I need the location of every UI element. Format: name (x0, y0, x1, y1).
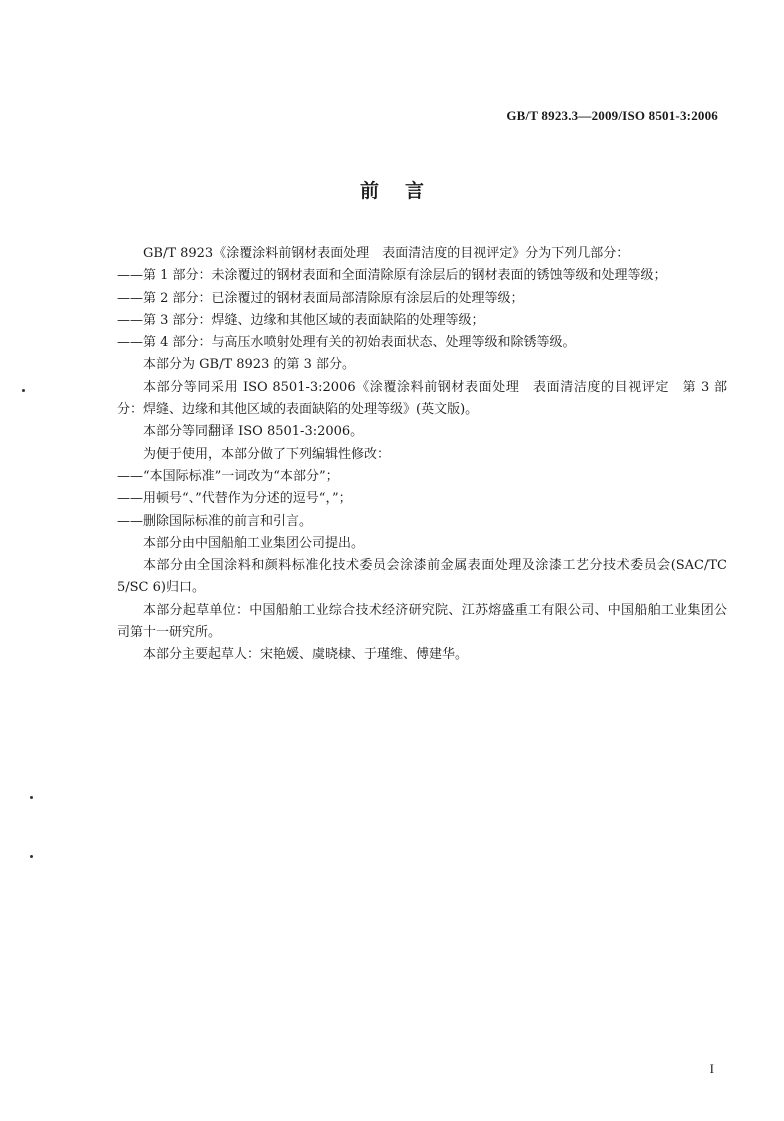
paragraph-translation: 本部分等同翻译 ISO 8501-3:2006。 (143, 424, 364, 440)
paragraph-part-statement: 本部分为 GB/T 8923 的第 3 部分。 (143, 357, 356, 373)
list-item-text: 删除国际标准的前言和引言。 (143, 513, 313, 529)
dash-lead: —— (117, 468, 143, 484)
list-item-part-4 (117, 332, 727, 354)
list-item-text: 用顿号“、”代替作为分述的逗号“，”； (143, 491, 352, 507)
list-item-edit-2 (117, 488, 727, 510)
paragraph-proposer: 本部分由中国船舶工业集团公司提出。 (143, 535, 365, 551)
dash-lead: —— (117, 513, 143, 529)
foreword-body (117, 243, 727, 667)
list-item-edit-3 (117, 511, 727, 533)
scan-speck (30, 796, 33, 799)
page-title: 前言 (359, 180, 450, 202)
scan-speck (30, 855, 33, 858)
dash-lead: —— (117, 312, 143, 328)
list-item-part-2 (117, 288, 727, 310)
paragraph-drafting-units: 本部分起草单位：中国船舶工业综合技术经济研究院、江苏熔盛重工有限公司、中国船舶工业集团公司第十一研究所。 (117, 602, 727, 641)
list-item-text: 第 3 部分：焊缝、边缘和其他区域的表面缺陷的处理等级； (143, 312, 485, 328)
paragraph-parts-intro: GB/T 8923《涂覆涂料前钢材表面处理 表面清洁度的目视评定》分为下列几部分： (143, 246, 630, 261)
list-item-edit-1 (117, 466, 727, 488)
list-item-text: 第 2 部分：已涂覆过的钢材表面局部清除原有涂层后的处理等级； (143, 290, 524, 306)
scan-speck (22, 389, 25, 392)
dash-lead: —— (117, 290, 143, 306)
list-item-text: “本国际标准”一词改为“本部分”； (143, 468, 339, 484)
paragraph-drafters: 本部分主要起草人：宋艳媛、虞晓棣、于瑾维、傅建华。 (143, 647, 469, 663)
list-item-text: 第 4 部分：与高压水喷射处理有关的初始表面状态、处理等级和除锈等级。 (143, 335, 576, 351)
standard-code-header: GB/T 8923.3—2009/ISO 8501-3:2006 (506, 108, 718, 123)
page-number: I (709, 1061, 714, 1076)
dash-lead: —— (117, 491, 143, 507)
paragraph-adoption: 本部分等同采用 ISO 8501-3:2006《涂覆涂料前钢材表面处理 表面清洁度的目视评定 第 3 部分：焊缝、边缘和其他区域的表面缺陷的处理等级》(英文版)。 (117, 379, 727, 418)
paragraph-jurisdiction: 本部分由全国涂料和颜料标准化技术委员会涂漆前金属表面处理及涂漆工艺分技术委员会(SAC/TC 5/SC 6)归口。 (117, 558, 727, 596)
paragraph-edits-intro: 为便于使用，本部分做了下列编辑性修改： (143, 446, 391, 462)
list-item-part-1 (117, 265, 727, 287)
list-item-text: 第 1 部分：未涂覆过的钢材表面和全面清除原有涂层后的钢材表面的锈蚀等级和处理等级； (143, 268, 667, 284)
dash-lead: —— (117, 335, 143, 351)
list-item-part-3 (117, 310, 727, 332)
dash-lead: —— (117, 268, 143, 284)
